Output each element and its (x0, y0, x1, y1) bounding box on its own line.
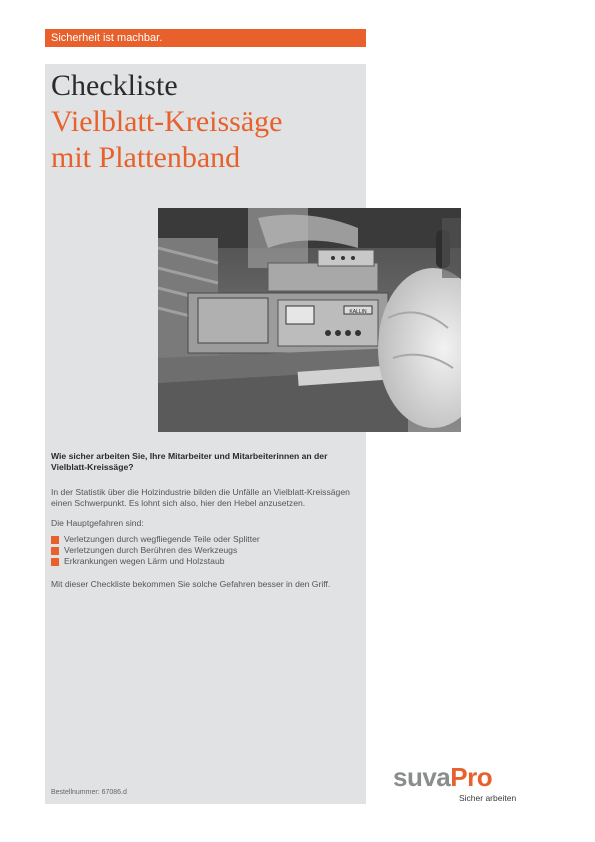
hazards-heading: Die Hauptgefahren sind: (51, 518, 144, 528)
page-title (51, 68, 282, 176)
logo-pro: Pro (450, 762, 493, 792)
orange-bullet-icon (51, 536, 59, 544)
closing-paragraph: Mit dieser Checkliste bekommen Sie solche Gefahren besser in den Griff. (51, 579, 331, 589)
intro-section (51, 451, 356, 599)
logo-tagline: Sicher arbeiten (459, 793, 517, 803)
logo-suva: suva (393, 762, 451, 792)
suvapro-logo (393, 762, 492, 792)
order-number: Bestellnummer: 67086.d (51, 789, 127, 796)
intro-question: Wie sicher arbeiten Sie, Ihre Mitarbeiter und Mitarbeiterinnen an der Vielblatt-Kreissäge? (51, 451, 328, 472)
orange-bullet-icon (51, 558, 59, 566)
list-item: Erkrankungen wegen Lärm und Holzstaub (51, 556, 356, 567)
machine-photo-illustration (158, 208, 461, 432)
title-line-subtitle: mit Plattenband (51, 141, 241, 174)
header-banner (45, 29, 366, 47)
list-item: Verletzungen durch Berühren des Werkzeugs (51, 545, 356, 556)
title-line-checkliste: Checkliste (51, 69, 178, 102)
title-line-machine: Vielblatt-Kreissäge (51, 105, 283, 138)
machine-brand-label: KALLIN (349, 309, 367, 315)
orange-bullet-icon (51, 547, 59, 555)
banner-text: Sicherheit ist machbar. (51, 32, 163, 44)
list-item: Verletzungen durch wegfliegende Teile oder Splitter (51, 534, 356, 545)
machine-photo (158, 208, 461, 432)
intro-paragraph: In der Statistik über die Holzindustrie bilden die Unfälle an Vielblatt-Kreissägen einen Schwerpunkt. Es lohnt sich also, hier den Hebel anzusetzen. (51, 487, 350, 508)
hazards-list (51, 534, 356, 567)
